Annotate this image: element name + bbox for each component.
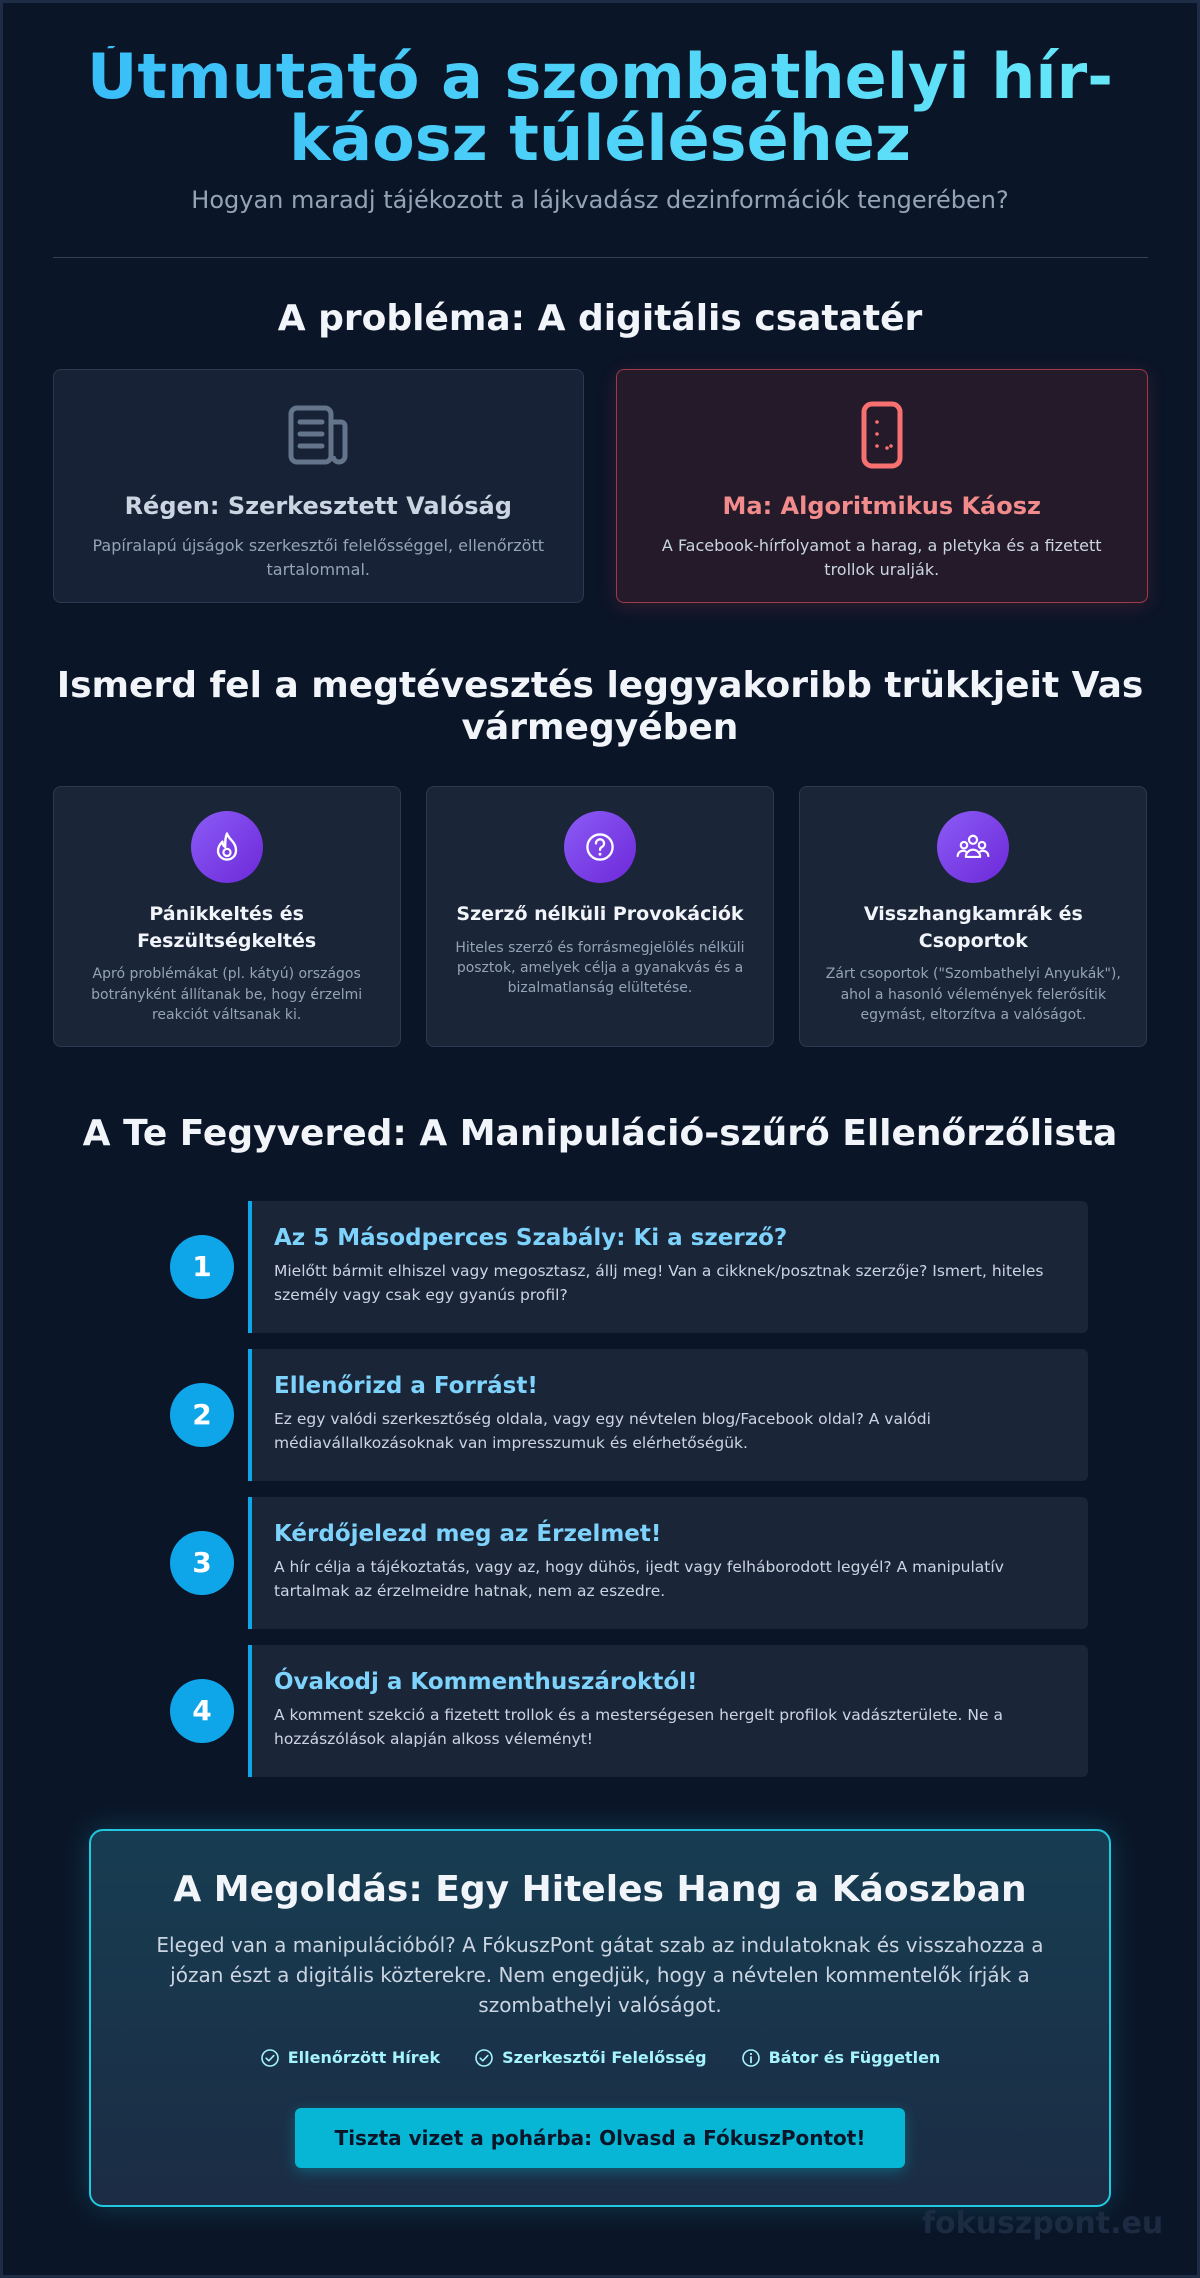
feature-badges	[91, 2048, 1109, 2068]
checklist-item	[70, 1201, 1130, 1333]
checklist-section	[0, 1113, 1200, 1776]
new-reality-desc: A Facebook-hírfolyamot a harag, a pletyka és a fizetett trollok uralják.	[661, 536, 1102, 580]
badge-label: Szerkesztői Felelősség	[502, 2048, 707, 2068]
watermark: fokuszpont.eu	[922, 2206, 1164, 2241]
checklist-item-title: Az 5 Másodperces Szabály: Ki a szerző?	[274, 1224, 788, 1251]
checklist-title: A Te Fegyvered: A Manipuláció-szűrő Ellenőrzőlista	[82, 1113, 1118, 1155]
checklist-item-desc: A komment szekció a fizetett trollok és a mesterségesen hergelt profilok vadászterülete. Ne a hozzászólások alapján alkoss véleményt!	[274, 1705, 1003, 1748]
solution-text: Eleged van a manipulációból? A FókuszPont gátat szab az indulatoknak és visszahozza a józan észt a digitális közterekre. Nem engedjük, hogy a névtelen kommentelők írják a szombathelyi valóságot.	[156, 1932, 1044, 2017]
read-fokuszpont-button[interactable]: Tiszta vizet a pohárba: Olvasd a FókuszPontot!	[295, 2108, 905, 2168]
step-number: 3	[170, 1531, 234, 1595]
check-circle-icon	[474, 2048, 494, 2068]
page-subtitle: Hogyan maradj tájékozott a lájkvadász dezinformációk tengerében?	[191, 186, 1009, 214]
checklist-card	[248, 1349, 1088, 1481]
checklist-item-desc: A hír célja a tájékoztatás, vagy az, hogy dühös, ijedt vagy felháborodott legyél? A manipulatív tartalmak az érzelmeidre hatnak, nem az eszedre.	[274, 1557, 1004, 1600]
checklist	[70, 1201, 1130, 1777]
checklist-item-title: Óvakodj a Kommenthuszároktól!	[274, 1668, 698, 1695]
trick-title: Szerző nélküli Provokációk	[456, 903, 744, 926]
solution-title: A Megoldás: Egy Hiteles Hang a Káoszban	[173, 1868, 1027, 1910]
trick-desc: Apró problémákat (pl. kátyú) országos botrányként állítanak be, hogy érzelmi reakciót váltsanak ki.	[91, 966, 363, 1023]
step-number: 2	[170, 1383, 234, 1447]
new-reality-title: Ma: Algoritmikus Káosz	[722, 492, 1041, 521]
checklist-item	[70, 1497, 1130, 1629]
trick-desc: Hiteles szerző és forrásmegjelölés nélküli posztok, amelyek célja a gyanakvás és a bizalmatlanság elültetése.	[455, 939, 745, 997]
checklist-item-title: Kérdőjelezd meg az Érzelmet!	[274, 1520, 662, 1547]
checklist-card	[248, 1645, 1088, 1777]
check-circle-icon	[260, 2048, 280, 2068]
checklist-card	[248, 1497, 1088, 1629]
badge-verified-news	[260, 2048, 440, 2068]
checklist-item-desc: Ez egy valódi szerkesztőség oldala, vagy egy névtelen blog/Facebook oldal? A valódi médiavállalkozásoknak van impresszumuk és elérhetőségük.	[274, 1409, 931, 1452]
checklist-item	[70, 1645, 1130, 1777]
checklist-item-title: Ellenőrizd a Forrást!	[274, 1372, 538, 1399]
step-number: 4	[170, 1679, 234, 1743]
tricks-title: Ismerd fel a megtévesztés leggyakoribb trükkjeit Vas vármegyében	[56, 665, 1144, 748]
old-reality-desc: Papíralapú újságok szerkesztői felelősséggel, ellenőrzött tartalommal.	[92, 536, 544, 580]
trick-title: Visszhangkamrák és Csoportok	[863, 903, 1083, 952]
trick-title: Pánikkeltés és Feszültségkeltés	[137, 903, 317, 952]
badge-label: Ellenőrzött Hírek	[287, 2048, 441, 2068]
step-number: 1	[170, 1235, 234, 1299]
page-title: Útmutató a szombathelyi hír-káosz túléléséhez	[70, 46, 1130, 170]
badge-editorial	[474, 2048, 706, 2068]
info-circle-icon	[741, 2048, 761, 2068]
old-reality-title: Régen: Szerkesztett Valóság	[124, 492, 512, 521]
trick-desc: Zárt csoportok ("Szombathelyi Anyukák"), ahol a hasonló vélemények felerősítik egymást, eltorzítva a valóságot.	[825, 966, 1121, 1023]
checklist-card	[248, 1201, 1088, 1333]
checklist-item	[70, 1349, 1130, 1481]
problem-title: A probléma: A digitális csatatér	[277, 298, 923, 339]
checklist-item-desc: Mielőtt bármit elhiszel vagy megosztasz, állj meg! Van a cikknek/posztnak szerzője? Ismert, hiteles személy vagy csak egy gyanús profil?	[274, 1261, 1044, 1304]
badge-independent	[741, 2048, 941, 2068]
solution-box	[89, 1829, 1111, 2207]
badge-label: Bátor és Független	[768, 2048, 941, 2068]
